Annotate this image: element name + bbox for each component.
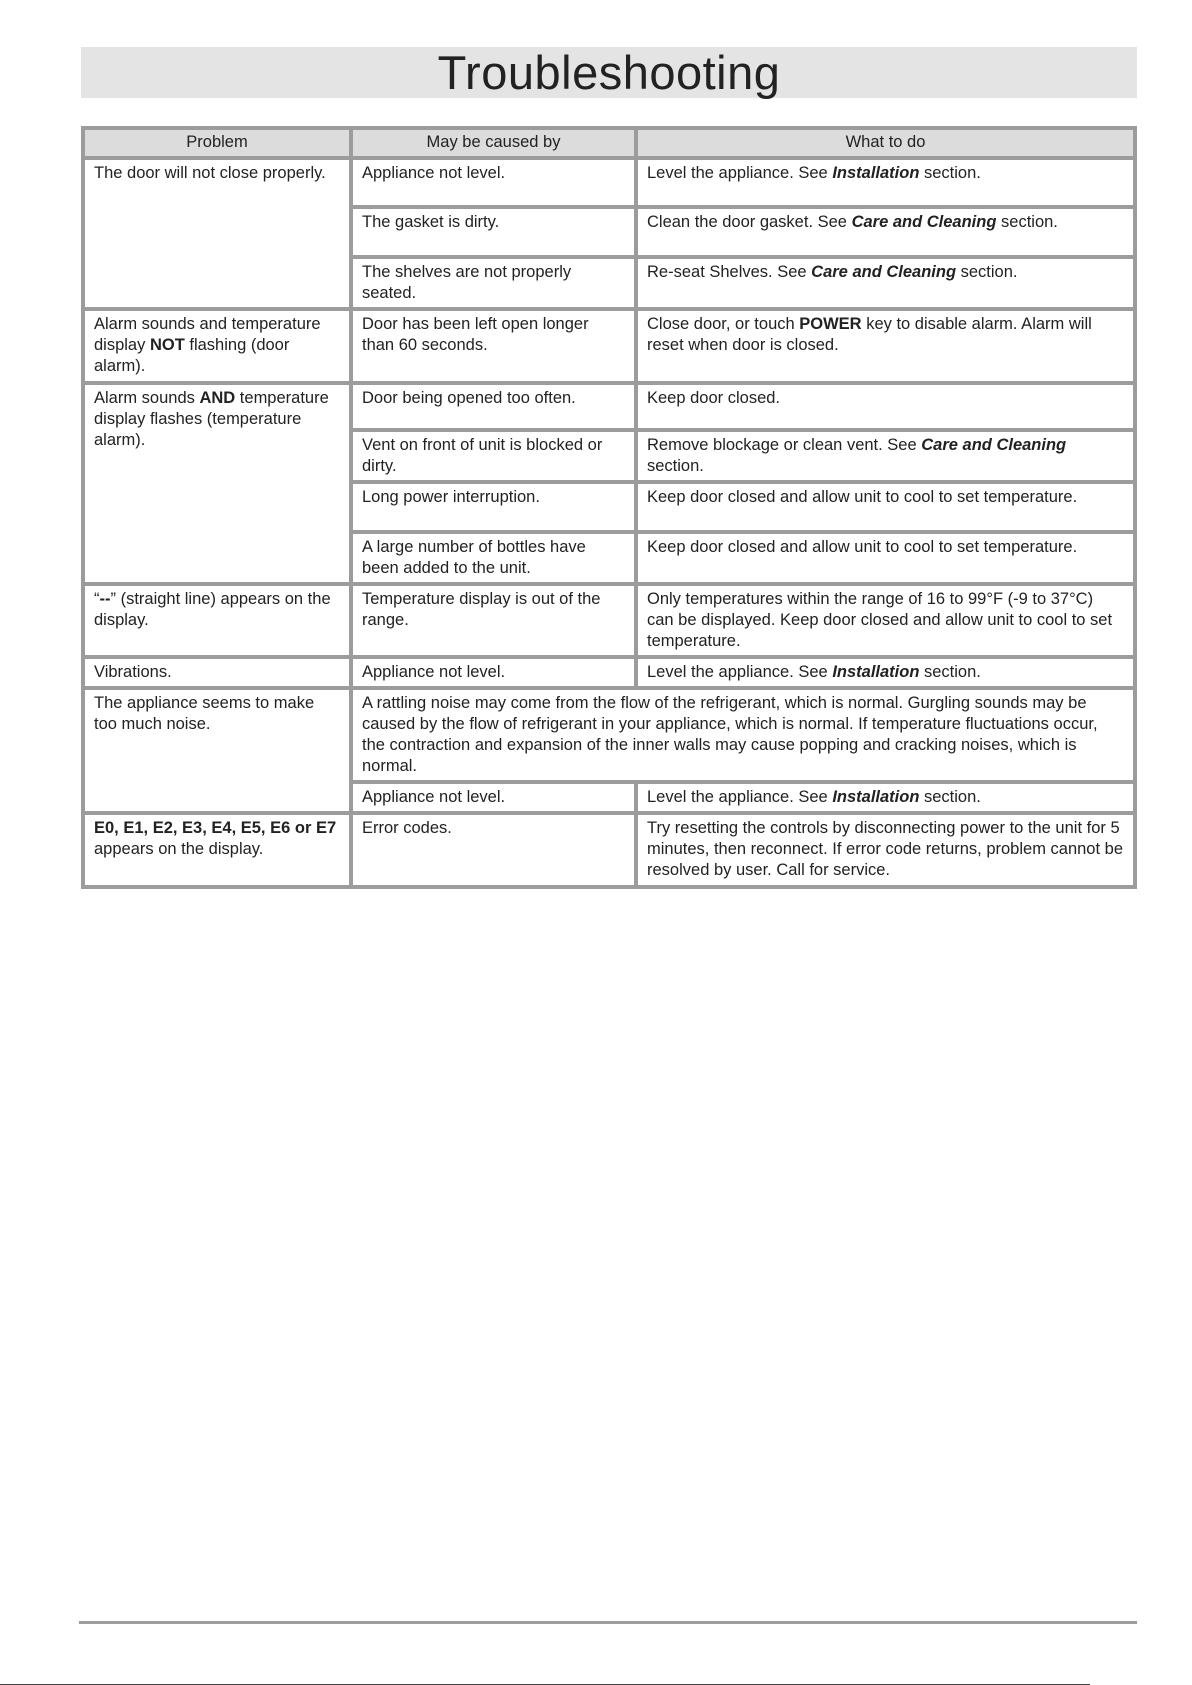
- action-text: section.: [996, 213, 1058, 231]
- section-reference: Care and Cleaning: [921, 436, 1067, 454]
- table-row: [85, 311, 1133, 381]
- action-cell: [638, 259, 1133, 307]
- error-codes-text: E0, E1, E2, E3, E4, E5, E6 or E7: [94, 819, 337, 837]
- header-row: [85, 130, 1133, 156]
- section-reference: Installation: [832, 164, 920, 182]
- cause-cell: The shelves are not properly seated.: [353, 259, 634, 307]
- action-text: Clean the door gasket. See: [647, 213, 852, 231]
- problem-cell: [85, 311, 349, 381]
- section-reference: Installation: [832, 788, 920, 806]
- cause-cell: Door has been left open longer than 60 seconds.: [353, 311, 634, 381]
- action-cell: Only temperatures within the range of 16 to 99°F (-9 to 37°C) can be displayed. Keep door closed and allow unit to cool to set temperature.: [638, 586, 1133, 655]
- action-text: Re-seat Shelves. See: [647, 263, 812, 281]
- cause-cell: Appliance not level.: [353, 784, 634, 811]
- problem-text: ” (straight line) appears on the display.: [94, 590, 331, 629]
- problem-text: Alarm sounds: [94, 389, 200, 407]
- cause-cell: The gasket is dirty.: [353, 209, 634, 255]
- power-key-label: POWER: [799, 315, 862, 333]
- cause-cell: Long power interruption.: [353, 484, 634, 530]
- emphasis-text: AND: [199, 389, 236, 407]
- problem-cell: [85, 385, 349, 582]
- action-cell: [638, 659, 1133, 686]
- emphasis-text: --: [99, 590, 111, 608]
- title-bar: [81, 47, 1137, 98]
- action-text: Level the appliance. See: [647, 663, 833, 681]
- cause-cell: Appliance not level.: [353, 160, 634, 205]
- problem-text: “: [94, 590, 100, 608]
- action-text: Close door, or touch: [647, 315, 800, 333]
- section-reference: Care and Cleaning: [811, 263, 957, 281]
- action-cell: [638, 311, 1133, 381]
- action-text: section.: [919, 663, 981, 681]
- section-reference: Care and Cleaning: [851, 213, 997, 231]
- problem-cell: [85, 586, 349, 655]
- cause-cell: Appliance not level.: [353, 659, 634, 686]
- problem-cell: Vibrations.: [85, 659, 349, 686]
- action-text: section.: [919, 788, 981, 806]
- action-cell: [638, 784, 1133, 811]
- problem-text: temperature display flashes (temperature alarm).: [94, 389, 329, 449]
- section-reference: Installation: [832, 663, 920, 681]
- problem-cell: The door will not close properly.: [85, 160, 349, 307]
- table-row: [85, 385, 1133, 428]
- action-text: section.: [919, 164, 981, 182]
- footer-divider: [79, 1621, 1137, 1624]
- problem-cell: The appliance seems to make too much noise.: [85, 690, 349, 811]
- action-text: section.: [956, 263, 1018, 281]
- cause-cell: Temperature display is out of the range.: [353, 586, 634, 655]
- action-text: section.: [647, 457, 704, 475]
- action-text: Level the appliance. See: [647, 164, 833, 182]
- action-cell: Keep door closed and allow unit to cool to set temperature.: [638, 534, 1133, 582]
- action-text: Remove blockage or clean vent. See: [647, 436, 922, 454]
- table-row: [85, 690, 1133, 780]
- table-row: [85, 160, 1133, 205]
- column-header-cause: May be caused by: [353, 130, 634, 156]
- page-title: Troubleshooting: [437, 46, 781, 99]
- action-cell: Keep door closed and allow unit to cool to set temperature.: [638, 484, 1133, 530]
- table-row: [85, 659, 1133, 686]
- cause-cell: Vent on front of unit is blocked or dirty.: [353, 432, 634, 480]
- troubleshooting-table: [81, 126, 1137, 889]
- problem-text: flashing (door alarm).: [94, 336, 290, 375]
- problem-cell: [85, 815, 349, 885]
- column-header-action: What to do: [638, 130, 1133, 156]
- action-cell: [638, 160, 1133, 205]
- action-cell: Keep door closed.: [638, 385, 1133, 428]
- problem-text: appears on the display.: [94, 840, 264, 858]
- action-text: Level the appliance. See: [647, 788, 833, 806]
- emphasis-text: NOT: [149, 336, 185, 354]
- table-row: [85, 586, 1133, 655]
- action-cell: [638, 209, 1133, 255]
- cause-cell: Door being opened too often.: [353, 385, 634, 428]
- action-cell: [638, 432, 1133, 480]
- action-cell: Try resetting the controls by disconnecting power to the unit for 5 minutes, then reconnect. If error code returns, problem cannot be resolved by user. Call for service.: [638, 815, 1133, 885]
- column-header-problem: Problem: [85, 130, 349, 156]
- cause-cell: Error codes.: [353, 815, 634, 885]
- table-row: [85, 815, 1133, 885]
- problem-text: Alarm sounds and temperature display: [94, 315, 321, 354]
- cause-action-merged-cell: A rattling noise may come from the flow of the refrigerant, which is normal. Gurgling sounds may be caused by the flow of refrigerant in your appliance, which is normal. If temperature fluctuations occur, the contraction and expansion of the inner walls may cause popping and cracking noises, which is normal.: [353, 690, 1133, 780]
- cause-cell: A large number of bottles have been added to the unit.: [353, 534, 634, 582]
- action-text: key to disable alarm. Alarm will reset when door is closed.: [647, 315, 1092, 354]
